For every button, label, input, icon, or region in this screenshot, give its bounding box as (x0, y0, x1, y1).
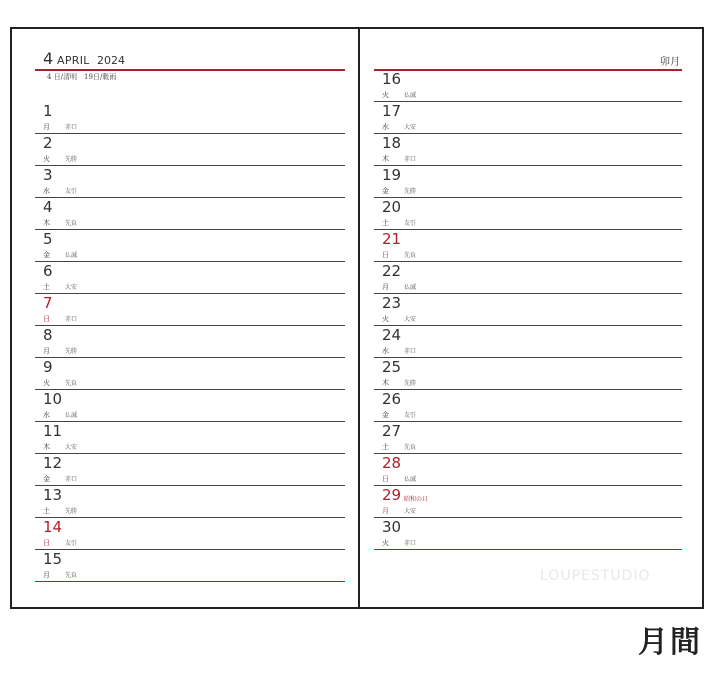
day-row[interactable] (374, 486, 682, 518)
weekday-label: 土 (382, 219, 389, 227)
day-number: 29 (382, 486, 402, 504)
rokuyo-label: 大安 (65, 284, 78, 291)
day-row[interactable] (35, 262, 345, 294)
day-row[interactable] (374, 326, 682, 358)
weekday-label: 土 (382, 443, 389, 451)
weekday-label: 木 (43, 443, 50, 451)
day-row[interactable] (35, 358, 345, 390)
month-header (35, 49, 345, 71)
weekday-label: 水 (382, 123, 389, 131)
day-row[interactable] (35, 486, 345, 518)
day-number: 26 (382, 390, 402, 408)
rokuyo-label: 先勝 (404, 188, 417, 195)
weekday-label: 日 (43, 539, 50, 547)
day-number: 7 (43, 294, 53, 312)
rokuyo-label: 赤口 (404, 540, 417, 547)
day-row[interactable] (35, 134, 345, 166)
day-row[interactable] (374, 198, 682, 230)
weekday-label: 木 (382, 379, 389, 387)
rokuyo-label: 先勝 (404, 380, 417, 387)
weekday-label: 月 (43, 347, 50, 355)
day-row[interactable] (374, 390, 682, 422)
day-row[interactable] (374, 358, 682, 390)
day-row[interactable] (35, 326, 345, 358)
weekday-label: 日 (382, 475, 389, 483)
planner-spine (358, 29, 360, 607)
day-number: 28 (382, 454, 402, 472)
weekday-label: 金 (382, 411, 389, 419)
month-number: 4 (43, 49, 54, 68)
day-row[interactable] (374, 166, 682, 198)
holiday-label: 昭和の日 (404, 496, 429, 503)
rokuyo-label: 赤口 (404, 348, 417, 355)
rokuyo-label: 先勝 (65, 508, 78, 515)
rokuyo-label: 仏滅 (404, 92, 417, 99)
weekday-label: 水 (382, 347, 389, 355)
day-number: 10 (43, 390, 63, 408)
eto-month-label: 卯月 (660, 57, 680, 68)
day-number: 24 (382, 326, 402, 344)
weekday-label: 日 (43, 315, 50, 323)
rokuyo-label: 先負 (65, 220, 78, 227)
rokuyo-label: 友引 (404, 220, 417, 227)
weekday-label: 金 (382, 187, 389, 195)
day-row[interactable] (374, 518, 682, 550)
day-number: 15 (43, 550, 63, 568)
rokuyo-label: 赤口 (65, 316, 78, 323)
month-name: APRIL (57, 54, 90, 67)
day-number: 17 (382, 102, 402, 120)
solar-term-note: 4 日/清明 19日/穀雨 (47, 73, 117, 81)
weekday-label: 月 (382, 283, 389, 291)
day-number: 21 (382, 230, 402, 248)
weekday-label: 火 (382, 315, 389, 323)
weekday-label: 水 (43, 411, 50, 419)
rokuyo-label: 大安 (404, 508, 417, 515)
day-row[interactable] (35, 198, 345, 230)
rokuyo-label: 大安 (404, 124, 417, 131)
rokuyo-label: 友引 (404, 412, 417, 419)
weekday-label: 火 (43, 379, 50, 387)
rokuyo-label: 友引 (65, 188, 78, 195)
rokuyo-label: 先負 (404, 444, 417, 451)
day-row[interactable] (374, 294, 682, 326)
day-number: 27 (382, 422, 402, 440)
day-number: 2 (43, 134, 53, 152)
day-number: 3 (43, 166, 53, 184)
day-row[interactable] (35, 294, 345, 326)
day-row[interactable] (35, 422, 345, 454)
caption-title: 月間 (638, 625, 702, 660)
rokuyo-label: 仏滅 (65, 252, 78, 259)
day-number: 30 (382, 518, 402, 536)
rokuyo-label: 赤口 (65, 124, 78, 131)
weekday-label: 金 (43, 475, 50, 483)
rokuyo-label: 先負 (65, 380, 78, 387)
rokuyo-label: 先負 (65, 572, 78, 579)
day-number: 5 (43, 230, 53, 248)
day-number: 16 (382, 70, 402, 88)
day-number: 19 (382, 166, 402, 184)
day-number: 6 (43, 262, 53, 280)
day-number: 13 (43, 486, 63, 504)
day-number: 4 (43, 198, 53, 216)
day-row[interactable] (374, 422, 682, 454)
day-row[interactable] (374, 230, 682, 262)
rokuyo-label: 先勝 (65, 156, 78, 163)
rokuyo-label: 大安 (65, 444, 78, 451)
weekday-label: 月 (382, 507, 389, 515)
weekday-label: 日 (382, 251, 389, 259)
day-row[interactable] (35, 454, 345, 486)
rokuyo-label: 赤口 (65, 476, 78, 483)
day-number: 22 (382, 262, 402, 280)
left-page (35, 29, 345, 607)
weekday-label: 火 (43, 155, 50, 163)
day-row[interactable] (35, 518, 345, 550)
day-row[interactable] (374, 262, 682, 294)
day-number: 12 (43, 454, 63, 472)
weekday-label: 月 (43, 571, 50, 579)
year-label: 2024 (97, 54, 125, 67)
day-number: 1 (43, 102, 53, 120)
day-number: 14 (43, 518, 63, 536)
weekday-label: 土 (43, 283, 50, 291)
weekday-label: 木 (43, 219, 50, 227)
day-row[interactable] (35, 550, 345, 582)
weekday-label: 火 (382, 539, 389, 547)
day-number: 9 (43, 358, 53, 376)
rokuyo-label: 仏滅 (404, 284, 417, 291)
day-number: 18 (382, 134, 402, 152)
day-row[interactable] (35, 230, 345, 262)
weekday-label: 月 (43, 123, 50, 131)
day-number: 11 (43, 422, 63, 440)
day-row[interactable] (374, 70, 682, 102)
day-row[interactable] (374, 134, 682, 166)
day-number: 20 (382, 198, 402, 216)
day-row[interactable] (374, 102, 682, 134)
rokuyo-label: 仏滅 (65, 412, 78, 419)
day-number: 8 (43, 326, 53, 344)
rokuyo-label: 仏滅 (404, 476, 417, 483)
right-header (374, 49, 682, 71)
day-row[interactable] (35, 102, 345, 134)
day-row[interactable] (35, 390, 345, 422)
rokuyo-label: 友引 (65, 540, 78, 547)
watermark-logo: LOUPESTUDIO (540, 568, 651, 584)
day-number: 25 (382, 358, 402, 376)
rokuyo-label: 赤口 (404, 156, 417, 163)
rokuyo-label: 先勝 (65, 348, 78, 355)
weekday-label: 木 (382, 155, 389, 163)
planner-spread (10, 27, 704, 609)
rokuyo-label: 先負 (404, 252, 417, 259)
rokuyo-label: 大安 (404, 316, 417, 323)
weekday-label: 水 (43, 187, 50, 195)
day-number: 23 (382, 294, 402, 312)
weekday-label: 金 (43, 251, 50, 259)
weekday-label: 土 (43, 507, 50, 515)
day-row[interactable] (374, 454, 682, 486)
right-page (374, 29, 682, 607)
weekday-label: 火 (382, 91, 389, 99)
day-row[interactable] (35, 166, 345, 198)
